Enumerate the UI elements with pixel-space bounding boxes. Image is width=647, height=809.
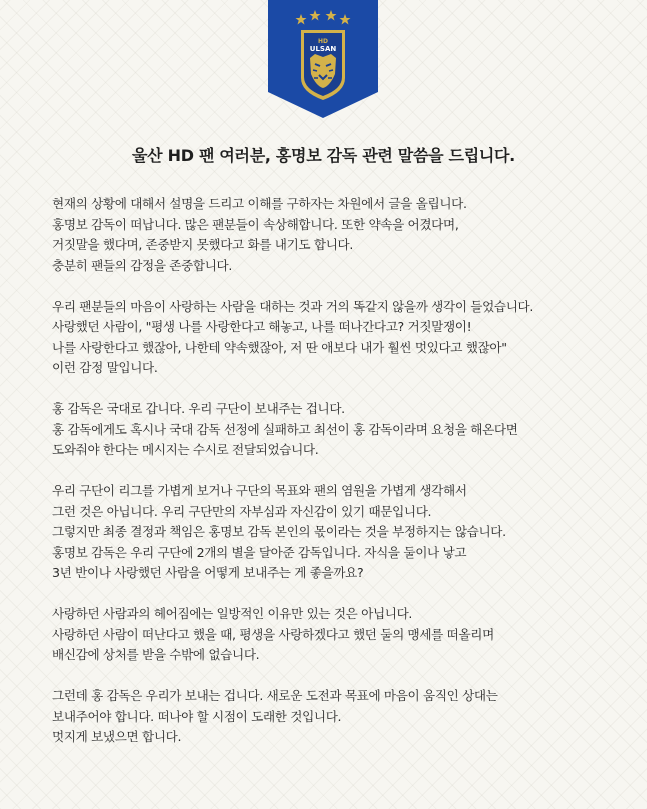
text-line: 멋지게 보냈으면 합니다.: [52, 729, 182, 744]
club-emblem-banner: [268, 0, 378, 118]
text-line: 배신감에 상처를 받을 수밖에 없습니다.: [52, 647, 260, 662]
text-line: 도와줘야 한다는 메시지는 수시로 전달되었습니다.: [52, 442, 319, 457]
letter-body: [52, 194, 612, 768]
text-line: 홍 감독은 국대로 갑니다. 우리 구단이 보내주는 겁니다.: [52, 401, 345, 416]
shield-icon: [268, 0, 378, 118]
text-line: 홍명보 감독은 우리 구단에 2개의 별을 달아준 감독입니다. 자식을 둘이나 낳고: [52, 544, 467, 560]
paragraph: [52, 481, 612, 584]
text-line: 현재의 상황에 대해서 설명을 드리고 이해를 구하자는 차원에서 글을 올립니다.: [52, 196, 467, 211]
brand-top: HD: [317, 38, 329, 45]
paragraph: [52, 399, 612, 461]
text-line: 사랑하던 사람과의 헤어짐에는 일방적인 이유만 있는 것은 아닙니다.: [52, 606, 413, 621]
text-line: 홍명보 감독이 떠납니다. 많은 팬분들이 속상해합니다. 또한 약속을 어겼다며,: [52, 216, 459, 232]
page-title: 울산 HD 팬 여러분, 홍명보 감독 관련 말씀을 드립니다.: [132, 146, 515, 165]
text-line: 보내주어야 합니다. 떠나야 할 시점이 도래한 것입니다.: [52, 708, 342, 724]
text-line: 이런 감정 말입니다.: [52, 360, 158, 375]
paragraph: [52, 297, 612, 379]
text-line: 충분히 팬들의 감정을 존중합니다.: [52, 257, 233, 273]
paragraph: [52, 194, 612, 276]
text-line: 거짓말을 했다며, 존중받지 못했다고 화를 내기도 합니다.: [52, 237, 353, 252]
paragraph: [52, 604, 612, 666]
paragraph: [52, 686, 612, 748]
text-line: 그런데 홍 감독은 우리가 보내는 겁니다. 새로운 도전과 목표에 마음이 움직인 상대는: [52, 688, 498, 703]
text-line: 그렇지만 최종 결정과 책임은 홍명보 감독 본인의 몫이라는 것을 부정하지는 않습니다.: [52, 524, 506, 539]
text-line: 사랑하던 사람이 떠난다고 했을 때, 평생을 사랑하겠다고 했던 둘의 맹세를 떠올리며: [52, 626, 494, 642]
text-line: 우리 팬분들의 마음이 사랑하는 사람을 대하는 것과 거의 똑같지 않을까 생각이 들었습니다.: [52, 298, 534, 314]
text-line: 3년 반이나 사랑했던 사람을 어떻게 보내주는 게 좋을까요?: [52, 565, 364, 580]
text-line: 우리 구단이 리그를 가볍게 보거나 구단의 목표와 팬의 염원을 가볍게 생각해서: [52, 483, 467, 498]
text-line: 그런 것은 아닙니다. 우리 구단만의 자부심과 자신감이 있기 때문입니다.: [52, 503, 432, 519]
text-line: 사랑했던 사람이, "평생 나를 사랑한다고 해놓고, 나를 떠나간다고? 거짓말쟁이!: [52, 319, 472, 334]
brand-name: ULSAN: [309, 45, 337, 53]
text-line: 나를 사랑한다고 했잖아, 나한테 약속했잖아, 저 딴 애보다 내가 훨씬 멋있다고 했잖아": [52, 339, 507, 355]
text-line: 홍 감독에게도 혹시나 국대 감독 선정에 실패하고 최선이 홍 감독이라며 요청을 해온다면: [52, 421, 518, 437]
